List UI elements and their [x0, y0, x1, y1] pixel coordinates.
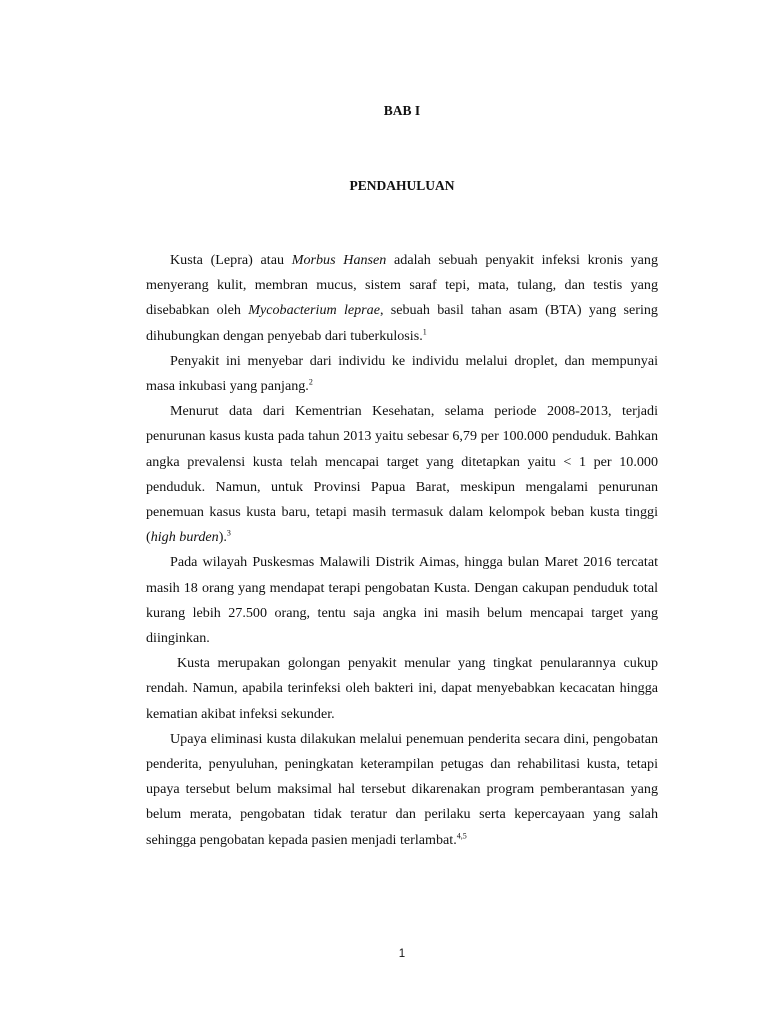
term-morbus-hansen: Morbus Hansen: [291, 252, 387, 268]
paragraph-5: [146, 651, 658, 727]
paragraph-4: [146, 550, 658, 651]
paragraph-2: [146, 349, 658, 399]
document-body: [146, 248, 658, 853]
paragraph-4-text: Pada wilayah Puskesmas Malawili Distrik Aimas, hingga bulan Maret 2016 tercatat masih 18 orang yang mendapat terapi pengobatan Kusta. Dengan cakupan penduduk total kurang lebih 27.500 orang, tentu saja angka ini masih belum mencapai target yang diinginkan.: [146, 554, 658, 647]
paragraph-3-text-b: ).: [218, 529, 227, 546]
paragraph-6-text: Upaya eliminasi kusta dilakukan melalui penemuan penderita secara dini, pengobatan penderita, penyuluhan, peningkatan keterampilan petugas dan rehabilitasi kusta, tetapi upaya tersebut belum maksimal hal tersebut dikarenakan program pemberantasan yang belum merata, pengobatan tidak teratur dan perilaku serta kepercayaan yang salah sehingga pengobatan kepada pasien menjadi terlambat.: [146, 730, 658, 848]
chapter-title: PENDAHULUAN: [349, 178, 455, 193]
paragraph-5-text: Kusta merupakan golongan penyakit menular yang tingkat penularannya cukup rendah. Namun, apabila terinfeksi oleh bakteri ini, dapat menyebabkan kecacatan hingga kematian akibat infeksi sekunder.: [146, 655, 658, 722]
paragraph-1: [146, 248, 658, 349]
paragraph-1-text-b: adalah sebuah penyakit infeksi kronis yang menyerang kulit, membran mucus, sistem saraf tepi, mata, tulang, dan testis yang disebabkan oleh: [146, 252, 659, 319]
paragraph-3: [146, 399, 658, 550]
paragraph-2-text: Penyakit ini menyebar dari individu ke individu melalui droplet, dan mempunyai masa inkubasi yang panjang.: [146, 352, 658, 395]
term-high-burden: high burden: [150, 529, 219, 546]
citation-1: 1: [422, 326, 427, 336]
paragraph-1-text-a: Kusta (Lepra) atau: [170, 252, 292, 268]
term-mycobacterium-leprae: Mycobacterium leprae: [248, 302, 380, 319]
chapter-heading: BAB I: [383, 103, 421, 118]
paragraph-6: [146, 727, 658, 853]
paragraph-1-text-c: , sebuah basil tahan asam (BTA) yang sering dihubungkan dengan penyebab dari tuberkulosis.: [146, 302, 658, 344]
citation-3: 3: [226, 528, 231, 538]
paragraph-3-text-a: Menurut data dari Kementrian Kesehatan, selama periode 2008-2013, terjadi penurunan kasus kusta pada tahun 2013 yaitu sebesar 6,79 per 100.000 penduduk. Bahkan angka prevalensi kusta telah mencapai target yang ditetapkan yaitu < 1 per 10.000 penduduk. Namun, untuk Provinsi Papua Barat, meskipun mengalami penurunan penemuan kasus kusta baru, tetapi masih termasuk dalam kelompok beban kusta tinggi (: [146, 403, 658, 546]
citation-4-5: 4,5: [456, 830, 467, 840]
citation-2: 2: [308, 377, 313, 387]
page-number: 1: [398, 948, 406, 960]
